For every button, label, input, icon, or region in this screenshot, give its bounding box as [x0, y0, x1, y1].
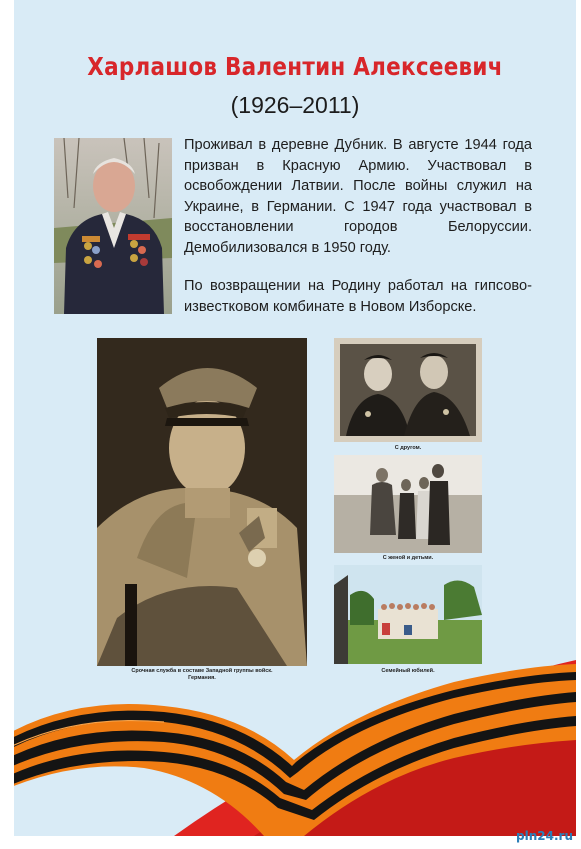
- life-years: (1926–2011): [230, 92, 360, 118]
- family-photo-caption: С женой и детьми.: [382, 555, 434, 561]
- soldier-uniform-photo: [97, 338, 307, 666]
- veteran-portrait-photo: [54, 138, 172, 314]
- st-george-ribbon-decoration: [14, 640, 576, 836]
- friend-photo-caption: С другом.: [394, 445, 422, 451]
- jubilee-photo-caption: Семейный юбилей.: [381, 668, 435, 674]
- photo-with-family: [334, 455, 482, 553]
- site-watermark: pln24.ru: [516, 829, 573, 843]
- poster: [14, 0, 576, 836]
- person-name-title: Харлашов Валентин Алексеевич: [87, 52, 503, 81]
- main-photo-caption-line2: Германия.: [188, 674, 216, 681]
- bio-paragraph-1: Проживал в деревне Дубник. В августе 1944 года призван в Красную Армию. Участвовал в освобождении Латвии. После войны служил на Украине, в Германии. С 1947 года участвовал в восстановлении городов Белоруссии. Демобилизовался в 1950 году.: [184, 137, 532, 256]
- bio-paragraph-2: По возвращении на Родину работал на гипсово-известковом комбинате в Новом Изборске.: [184, 278, 532, 315]
- main-photo-caption-line1: Срочная служба в составе Западной группы войск.: [131, 668, 273, 674]
- photo-with-friend: [334, 338, 482, 442]
